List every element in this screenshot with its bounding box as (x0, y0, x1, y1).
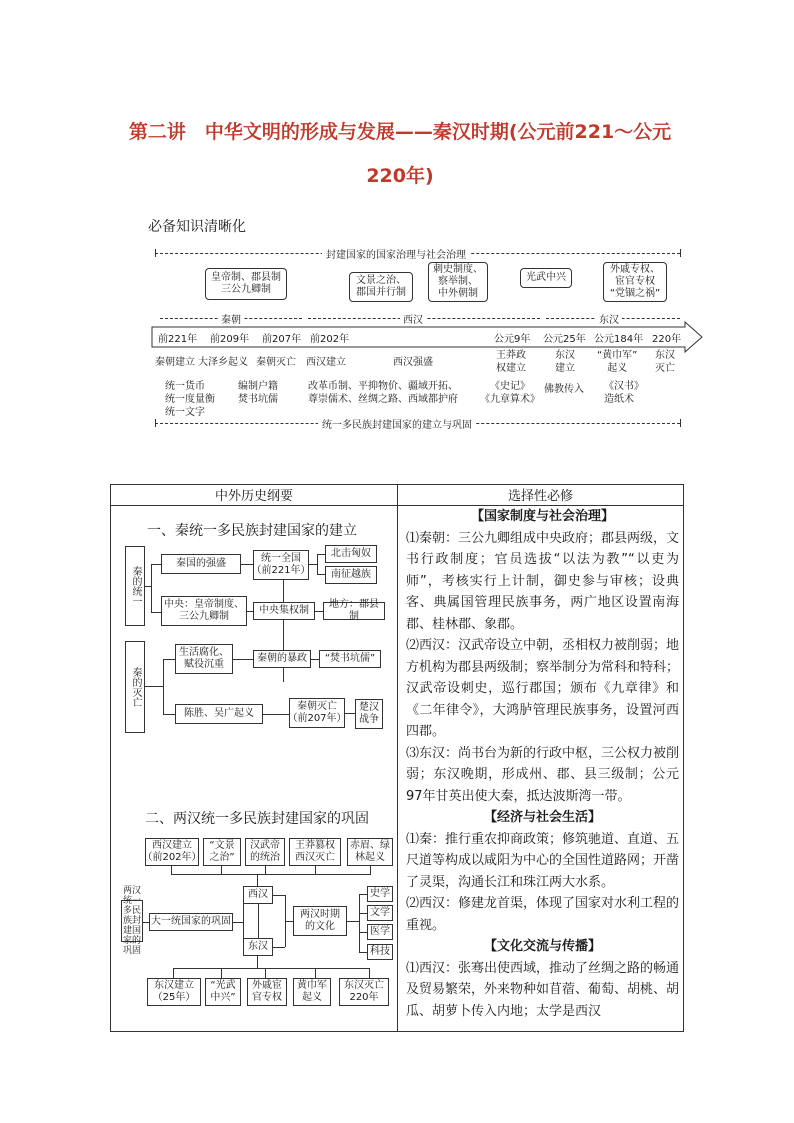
jiquan-box: 中央集权制 (253, 602, 315, 620)
zhongyang-box: 中央：皇帝制度、 三公九卿制 (161, 596, 247, 626)
han-bottom-2: “光武 中兴” (205, 978, 241, 1006)
qiyi-box: 陈胜、吴广起义 (175, 704, 263, 724)
han-top-2: “文景 之治” (203, 838, 241, 866)
timeline-box-wenjing: 文景之治、 郡国并行制 (349, 272, 413, 302)
nanzheng-box: 南征越族 (325, 566, 377, 584)
col-header-elective: 选择性必修 (398, 485, 684, 506)
detail-2: 编制户籍 焚书坑儒 (238, 381, 278, 405)
right-para-1: ⑴秦朝：三公九卿组成中央政府；郡县两级，文书行政制度；官员选拔“以法为教”“以吏为师”，考核实行上计制，御史参与审核；设典客、典属国管理民族事务，两广地区设置南海郡、桂林郡、象郡。 (406, 530, 680, 632)
event-3: 秦朝灭亡 (256, 357, 296, 368)
left-heading-1: 一、秦统一多民族封建国家的建立 (147, 523, 357, 539)
year-1: 前221年 (158, 334, 198, 345)
right-heading-2: 【经济与社会生活】 (483, 810, 601, 825)
qin-miewang-box: 秦的灭亡 (125, 641, 145, 733)
col-header-outline: 中外历史纲要 (111, 485, 398, 506)
event-7: 东汉 建立 (555, 350, 575, 374)
comparison-table (110, 484, 684, 1032)
han-top-4: 王莽篡权 西汉灭亡 (289, 838, 341, 866)
han-top-3: 汉武帝 的统治 (245, 838, 285, 866)
right-heading-1: 【国家制度与社会治理】 (470, 509, 614, 524)
qin-tongyi-box: 秦的统一 (125, 546, 145, 626)
han-top-5: 赤眉、绿 林起义 (347, 838, 393, 866)
culture-4: 科技 (367, 944, 393, 960)
year-5: 公元9年 (494, 334, 531, 345)
event-5: 西汉强盛 (393, 357, 433, 368)
year-7: 公元184年 (594, 334, 644, 345)
qin-qiangsheng-box: 秦国的强盛 (161, 554, 241, 574)
left-heading-2: 二、两汉统一多民族封建国家的巩固 (145, 811, 369, 827)
period-donghan: 东汉 (596, 311, 622, 326)
detail-6: 《汉书》 造纸术 (604, 381, 644, 405)
right-para-6: ⑴西汉：张骞出使西域，推动了丝绸之路的畅通及贸易繁荣，外来物种如苜蓿、葡萄、胡桃、胡瓜、胡萝卜传入内地；太学是西汉 (406, 960, 680, 1019)
beiji-box: 北击匈奴 (325, 545, 377, 563)
detail-1: 统一货币 统一度量衡 统一文字 (165, 381, 215, 418)
lianghan-box: 两汉统一多民族封建国家的巩固 (123, 886, 142, 956)
right-para-4: ⑴秦：推行重农抑商政策；修筑驰道、直道、五尺道等构成以咸阳为中心的全国性道路网；开凿了灵渠，沟通长江和珠江两大水系。 (406, 831, 680, 890)
difang-box: 地方：郡县制 (323, 602, 385, 620)
han-bottom-3: 外戚宦 官专权 (247, 978, 287, 1006)
left-cell (111, 506, 398, 1032)
timeline-box-waiqi: 外戚专权、 宦官专权 “党锢之祸” (603, 262, 667, 302)
year-6: 公元25年 (543, 334, 586, 345)
page-title-line2: 220年) (366, 165, 434, 187)
fenshu-box: “焚书坑儒” (319, 650, 381, 668)
culture-1: 史学 (367, 886, 393, 902)
right-para-5: ⑵西汉：修建龙首渠，体现了国家对水利工程的重视。 (406, 896, 680, 933)
detail-4: 《史记》 《九章算术》 (480, 381, 540, 405)
event-8: “黄巾军” 起义 (597, 350, 638, 374)
right-para-2: ⑵西汉：汉武帝设立中朝，丞相权力被削弱；地方机构为郡县两级制；察举制分为常科和特科；汉武帝设刺史，巡行郡国；颁布《九章律》和《二年律令》，大鸿胪管理民族事务，设置河西四郡。 (406, 638, 680, 739)
han-bottom-4: 黄巾军 起义 (293, 978, 331, 1006)
event-1: 秦朝建立 (155, 357, 195, 368)
xihan-box: 西汉 (243, 886, 273, 904)
detail-5: 佛教传入 (544, 384, 584, 395)
timeline-diagram (0, 0, 794, 440)
timeline-box-qin: 皇帝制、郡县制 三公九卿制 (205, 268, 287, 300)
event-2: 大泽乡起义 (198, 357, 248, 368)
year-3: 前207年 (262, 334, 302, 345)
year-4: 前202年 (310, 334, 350, 345)
han-bottom-1: 东汉建立 （25年） (147, 978, 201, 1006)
timeline-box-cishi: 刺史制度、 察举制、 中外朝制 (428, 262, 488, 302)
year-2: 前209年 (210, 334, 250, 345)
culture-3: 医学 (367, 924, 393, 940)
top-bracket-label: 封建国家的国家治理与社会治理 (322, 246, 470, 261)
period-qin: 秦朝 (218, 311, 244, 326)
wenhua-box: 两汉时期 的文化 (293, 906, 347, 936)
han-bottom-5: 东汉灭亡 220年 (339, 978, 389, 1006)
fuhua-box: 生活腐化、 赋役沉重 (175, 644, 233, 674)
event-6: 王莽政 权建立 (496, 350, 526, 374)
donghan-box: 东汉 (243, 938, 273, 956)
period-xihan: 西汉 (400, 311, 426, 326)
culture-2: 文学 (367, 905, 393, 921)
section-label: 必备知识清晰化 (148, 219, 246, 235)
event-9: 东汉 灭亡 (655, 350, 675, 374)
year-8: 220年 (652, 334, 682, 345)
tongyi-quanguo-box: 统一全国 （前221年） (253, 550, 309, 580)
right-heading-3: 【文化交流与传播】 (483, 939, 601, 954)
right-para-3: ⑶东汉：尚书台为新的行政中枢，三公权力被削弱；东汉晚期，形成州、郡、县三级制；公元97年甘英出使大秦，抵达波斯湾一带。 (406, 745, 680, 804)
bottom-bracket-label: 统一多民族封建国家的建立与巩固 (318, 416, 476, 431)
event-4: 西汉建立 (306, 357, 346, 368)
timeline-box-guangwu: 光武中兴 (520, 268, 572, 288)
miewang-box: 秦朝灭亡 （前207年） (289, 698, 345, 728)
right-cell (398, 506, 684, 1032)
detail-3: 改革币制、平抑物价、疆域开拓、 尊崇儒术、丝绸之路、西域都护府 (308, 381, 458, 405)
chuhan-box: 楚汉 战争 (355, 699, 383, 729)
han-top-1: 西汉建立 （前202年） (145, 838, 199, 866)
page-title-line1: 第二讲 中华文明的形成与发展——秦汉时期(公元前221～公元 (128, 121, 672, 143)
dayitong-box: 大一统国家的巩固 (149, 913, 233, 931)
baozheng-box: 秦朝的暴政 (253, 650, 311, 668)
